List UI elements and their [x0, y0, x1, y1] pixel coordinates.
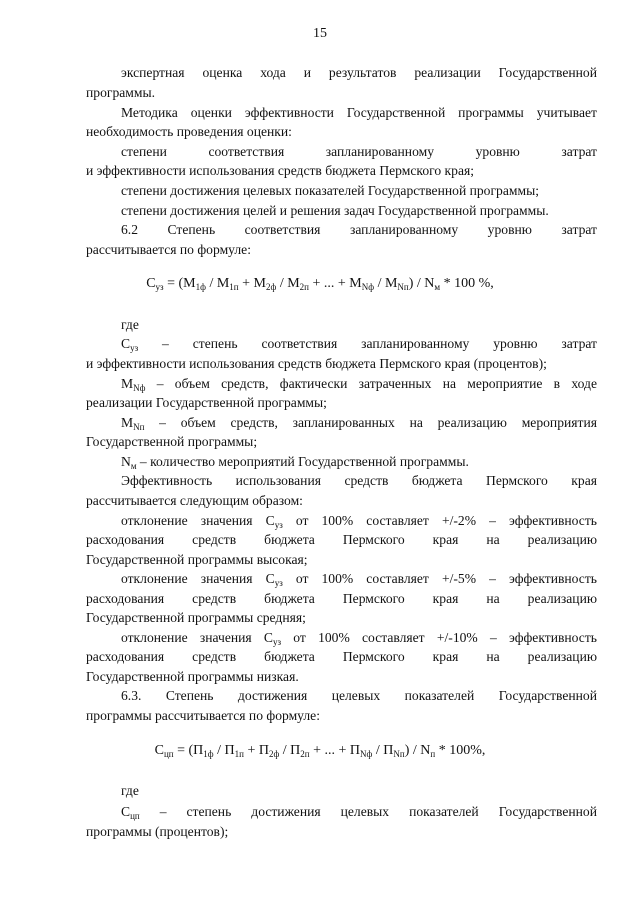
text-line: рассчитывается по формуле:: [86, 242, 251, 257]
formula-cuz: $С_{уз} = (М_{1ф} / М_{1п} + М_{2ф} / М_{2п}$ + ... + $М_{Nф} / М_{Nп}) / N_м * 100$ %,: [146, 276, 494, 292]
text-line: и эффективности использования средств бюджета Пермского края (процентов);: [86, 356, 547, 371]
text-line: Государственной программы низкая.: [86, 669, 299, 684]
text-line: отклонение значения $С_{уз}$ от 100% составляет +/-5% – эффективность: [121, 571, 597, 588]
text-line: расходования средств бюджета Пермского края на реализацию: [86, 591, 597, 606]
text-line: где: [121, 317, 139, 332]
text-line: Государственной программы высокая;: [86, 552, 308, 567]
text-line: Эффективность использования средств бюджета Пермского края: [121, 473, 597, 488]
section-heading-6-2: 6.2 Степень соответствия запланированному уровню затрат: [121, 222, 597, 237]
text-line: отклонение значения $С_{уз}$ от 100% составляет +/-10% – эффективность: [121, 630, 597, 647]
text-line: где: [121, 783, 139, 798]
text-line: программы (процентов);: [86, 824, 229, 839]
text-line: отклонение значения $С_{уз}$ от 100% составляет +/-2% – эффективность: [121, 513, 597, 530]
definition-line: $N_м$ – количество мероприятий Государственной программы.: [121, 454, 469, 471]
text-line: степени достижения целевых показателей Государственной программы;: [121, 183, 540, 198]
text-line: степени достижения целей и решения задач Государственной программы.: [121, 203, 549, 218]
page-number: 15: [313, 26, 327, 41]
text-line: Методика оценки эффективности Государственной программы учитывает: [121, 105, 597, 120]
definition-line: $М_{Nф}$ – объем средств, фактически затраченных на мероприятие в ходе: [121, 376, 597, 393]
text-line: Государственной программы;: [86, 434, 258, 449]
text-line: расходования средств бюджета Пермского края на реализацию: [86, 649, 597, 664]
text-line: необходимость проведения оценки:: [86, 124, 292, 139]
text-line: реализации Государственной программы;: [86, 395, 327, 410]
text-line: программы рассчитывается по формуле:: [86, 708, 320, 723]
text-line: рассчитывается следующим образом:: [86, 493, 303, 508]
text-line: степени соответствия запланированному уровню затрат: [121, 144, 597, 159]
text-line: и эффективности использования средств бюджета Пермского края;: [86, 163, 475, 178]
formula-ccp: $С_{цп} = (П_{1ф} / П_{1п} + П_{2ф} / П_{2п}$ + ... + $П_{Nф} / П_{Nп}) / N_п * 100\%$,: [154, 743, 486, 759]
text-line: экспертная оценка хода и результатов реализации Государственной: [121, 65, 597, 80]
text-line: Государственной программы средняя;: [86, 610, 306, 625]
definition-line: $С_{цп}$ – степень достижения целевых показателей Государственной: [121, 804, 597, 821]
section-heading-6-3: 6.3. Степень достижения целевых показателей Государственной: [121, 688, 597, 703]
text-line: расходования средств бюджета Пермского края на реализацию: [86, 532, 597, 547]
definition-line: $С_{уз}$ – степень соответствия запланированному уровню затрат: [121, 336, 597, 353]
text-line: программы.: [86, 85, 156, 100]
definition-line: $М_{Nп}$ – объем средств, запланированных на реализацию мероприятия: [121, 415, 597, 432]
